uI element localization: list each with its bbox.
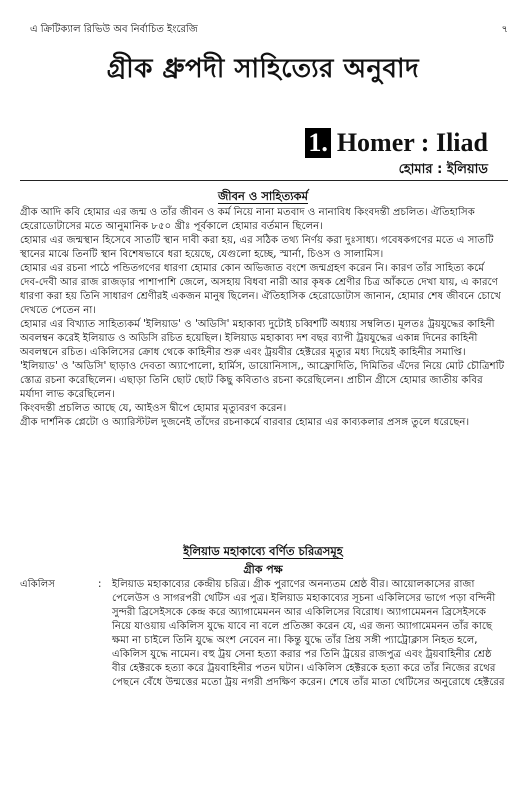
book-title: গ্রীক ধ্রুপদী সাহিত্যের অনুবাদ — [106, 54, 420, 84]
character-name: একিলিস — [20, 579, 56, 590]
work-number: 1. — [305, 128, 331, 158]
character-description: ইলিয়াড মহাকাব্যের কেন্দ্রীয় চরিত্র। গ্রীক পুরাণের অনন্যতম শ্রেষ্ঠ বীর। আয়োলকাসের রাজা পেলেউস ও সাগরপরী থেটিস এর পুত্র। ইলিয়াড মহাকাব্যের সূচনা একিলিসের ভাগে পড়া বন্দিনী সুন্দরী ব্রিসেইসকে কেন্দ্র করে অ্যাগামেমনন আর একিলিসের বিরোধ। অ্যাগামেমনন ব্রিসেইসকে নিয়ে যাওয়ায় একিলিস যুদ্ধে যাবে না বলে প্রতিজ্ঞা করেন যে, এর জন্য অ্যাগামেমনন তাঁর কাছে ক্ষমা না চাইলে তিনি যুদ্ধে অংশ নেবেন না। কিন্তু যুদ্ধে তাঁর প্রিয় সঙ্গী প্যাট্রোক্লাস নিহত হলে, একিলিস যুদ্ধে নামেন। বহু ট্রয় সেনা হত্যা করার পর তিনি ট্রয়ের রাজপুত্র এবং ট্রয়বাহিনীর শ্রেষ্ঠ বীর হেক্টরকে হত্যা করে ট্রয়বাহিনীর পতন ঘটান। একিলিস হেক্টরকে হত্যা করে তাঁর নিজের রথের পেছনে বেঁধে উন্মত্তের মতো ট্রয় নগরী প্রদক্ষিণ করেন। শেষে তাঁর মাতা থেটিসের অনুরোধে হেক্টরের — [112, 579, 505, 688]
paragraph: হোমার এর বিখ্যাত সাহিত্যকর্ম 'ইলিয়াড' ও 'অডিসি' মহাকাব্য দুটোই চব্বিশটি অধ্যায় সম্বলিত। মূলতঃ ট্রয়যুদ্ধের কাহিনী অবলম্বন করেই ইলিয়াড ও অডিসি রচিত হয়েছিল। ইলিয়াড মহাকাব্য দশ বছর ব্যাপী ট্রয়যুদ্ধের একান্ন দিনের কাহিনী অবলম্বনে রচিত। একিলিসের ক্রোধ থেকে কাহিনীর শুরু এবং ট্রয়বীর হেক্টরের মৃত্যুর মধ্য দিয়েই কাহিনীর সমাপ্তি। — [20, 319, 495, 358]
work-title-text: Homer : Iliad — [336, 128, 488, 157]
character-entry — [20, 578, 506, 690]
work-subtitle: হোমার : ইলিয়াড — [398, 162, 488, 177]
paragraph: 'ইলিয়াড' ও 'অডিসি' ছাড়াও দেবতা অ্যাপোলো, হার্মিস, ডায়োনিসাস,, আফ্রোদিতি, দিমিতির এঁদের নিয়ে মোট চৌত্রিশটি স্তোত্র রচনা করেছিলেন। এছাড়া তিনি ছোট ছোট কিছু কবিতাও রচনা করেছিলেন। প্রাচীন গ্রীসে হোমার জাতীয় কবির মর্যাদা লাভ করেছিলেন। — [20, 361, 505, 400]
paragraph: হোমার এর জন্মস্থান হিসেবে সাতটি স্থান দাবী করা হয়, এর সঠিক তথ্য নির্ণয় করা দুঃসাধ্য। গবেষকগণের মতে এ সাতটি স্থানের মাঝে তিনটি স্থান বিশেষভাবে ধরা হয়েছে, যেগুলো হচ্ছে, স্মার্না, চিওস ও সালামিস। — [20, 235, 494, 260]
section-title-life: জীবন ও সাহিত্যকর্ম — [218, 189, 308, 203]
running-head — [30, 22, 508, 39]
running-head-text: এ ক্রিটিক্যাল রিভিউ অব নির্বাচিত ইংরেজি — [30, 24, 198, 35]
work-title — [305, 128, 488, 158]
paragraph: হোমার এর রচনা পাঠে পন্ডিতগণের ধারণা হোমার কোন অভিজাত বংশে জন্মগ্রহণ করেন নি। কারণ তাঁর সাহিত্য কর্মে দেব-দেবী আর রাজ রাজড়ার পাশাপাশি জেলে, অসহায় বিধবা নারী আর কৃষক শ্রেণীর চিত্র আঁকতে দেখা যায়, এ কারণে ধারণা করা হয় তিনি সাধারণ শ্রেণীরই একজন মানুষ ছিলেন। ঐতিহাসিক হেরোডোটাস জানান, হোমার শেষ জীবনে চোখে দেখতে পেতেন না। — [20, 263, 501, 316]
paragraph: গ্রীক আদি কবি হোমার এর জন্ম ও তাঁর জীবন ও কর্ম নিয়ে নানা মতবাদ ও নানাবিধ কিংবদন্তী প্রচলিত। ঐতিহাসিক হেরোডোটাসের মতে আনুমানিক ৮৫০ খ্রীঃ পূর্বকালে হোমার বর্তমান ছিলেন। — [20, 207, 475, 232]
paragraph: কিংবদন্তী প্রচলিত আছে যে, আইওস দ্বীপে হোমার মৃত্যুবরণ করেন। — [20, 403, 287, 414]
life-and-works-text — [20, 206, 506, 430]
divider — [20, 180, 508, 181]
page-number: ৭ — [501, 24, 508, 35]
paragraph: গ্রীক দার্শনিক প্লেটো ও অ্যারিস্টটল দুজনেই তাঁদের রচনাকর্মে বারবার হোমার এর কাব্যকলার প্রসঙ্গ তুলে ধরেছেন। — [20, 417, 470, 428]
separator: : — [98, 579, 102, 590]
section-title-characters: ইলিয়াড মহাকাব্যে বর্ণিত চরিত্রসমূহ — [183, 544, 343, 558]
subhead-greek-side: গ্রীক পক্ষ — [243, 563, 283, 576]
